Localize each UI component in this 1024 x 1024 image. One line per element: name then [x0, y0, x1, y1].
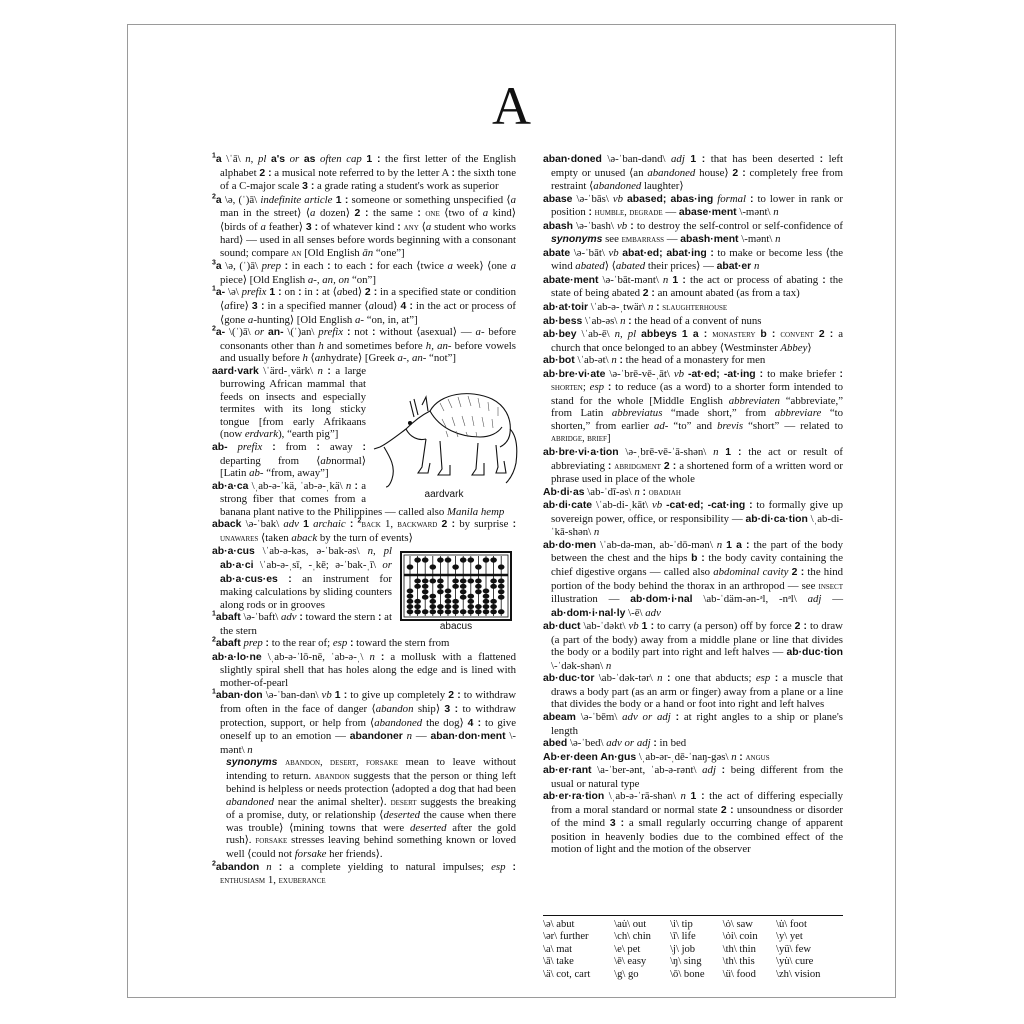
pron-key-cell: \a\ mat	[543, 943, 573, 955]
dictionary-entry: $^1$a- \ə\ prefix 1 : on : in : at ⟨abed⟩ 2 : in a specified state or condition ⟨afire⟩ 3 : in a specified manner ⟨aloud⟩ 4 : in the act or process of ⟨gone a-hunting⟩ [Old English a- “on, in, at”]	[212, 285, 516, 326]
pron-key-cell: \j\ job	[670, 943, 696, 955]
pronunciation-key-table	[543, 919, 843, 981]
dictionary-entry: Ab·di·as \ab-ˈdī-əs\ n : obadiah	[543, 485, 681, 498]
pron-key-cell: \u̇\ foot	[776, 919, 807, 930]
dictionary-entry: ab·a·lo·ne \ˌab-ə-ˈlō-nē, ˈab-ə-ˌ\ n : a mollusk with a flattened slightly spiral shell that has holes along the edge and is lined with mother-of-pearl	[212, 650, 516, 689]
pron-key-cell: \yu̇\ cure	[776, 956, 814, 968]
dictionary-entry: aard·vark \ˈärd-ˌvärk\ n : a large burrowing African mammal that feeds on insects and especially termites with its long sticky tongue [from early Afrikaans (now erdvark), “earth pig”]	[212, 364, 367, 441]
aardvark-caption: aardvark	[424, 488, 464, 500]
pron-key-cell: \zh\ vision	[776, 968, 821, 980]
dictionary-entry: $^1$aban·don \ə-ˈban-dən\ vb 1 : to give up completely 2 : to withdraw from often in the face of danger ⟨abandon ship⟩ 3 : to withdraw protection, support, or help from ⟨abandoned the dog⟩ 4 : to give oneself up to an emotion — abandoner n — aban·don·ment \-mənt\ n	[212, 688, 517, 756]
dictionary-entry: ab·di·cate \ˈab-di-ˌkāt\ vb -cat·ed; -cat·ing : to formally give up sovereign power, office, or responsibility — ab·di·ca·tion \ˌab-di-ˈkā-shən\ n	[543, 499, 844, 539]
dictionary-entry: ab·bey \ˈab-ē\ n, pl abbeys 1 a : monastery b : convent 2 : a church that once belonged to an abbey ⟨Westminster Abbey⟩	[543, 328, 844, 354]
pron-key-cell: \ch\ chin	[614, 931, 651, 943]
dictionary-entry: ab·duct \ab-ˈdəkt\ vb 1 : to carry (a person) off by force 2 : to draw (a part of the body) away from a middle plane or line that divides the body or a bodily part into right and left halves — ab·duc·tion \-ˈdək-shən\ n	[543, 620, 843, 672]
left-column	[212, 153, 516, 888]
dictionary-entry: ab·a·ca \ˌab-ə-ˈkä, ˈab-ə-ˌkä\ n : a strong fiber that comes from a banana plant native to the Philippines — called also Manila hemp	[212, 479, 505, 518]
right-column	[543, 153, 843, 856]
dictionary-entry: $^2$a- \(ˈ)ā\ or an- \(ˈ)an\ prefix : not : without ⟨asexual⟩ — a- before consonants other than h and sometimes before h, an- before vowels and usually before h ⟨anhydrate⟩ [Greek a-, an- “not”]	[212, 325, 517, 365]
dictionary-entry: aback \ə-ˈbak\ adv 1 archaic : $^2$back 1, backward 2 : by surprise : unawares ⟨taken aback by the turn of events⟩	[212, 517, 517, 544]
pron-key-cell: \ŋ\ sing	[670, 956, 702, 968]
dictionary-entry: $^2$abaft prep : to the rear of; esp : toward the stern from	[212, 636, 450, 650]
dictionary-entry: ab·do·men \ˈab-də-mən, ab-ˈdō-mən\ n 1 a : the part of the body between the chest and the hips b : the body cavity containing the chief digestive organs — called also abdominal cavity 2 : the hind portion of the body behind the thorax in an arthropod — see insect illustration — ab·dom·i·nal \ab-ˈdäm-ən-ᵊl, -nᵊl\ adj — ab·dom·i·nal·ly \-ē\ adv	[543, 538, 844, 619]
pron-key-cell: \g\ go	[614, 968, 639, 980]
pron-key-cell: \i\ tip	[670, 919, 693, 930]
pron-key-cell: \th\ this	[722, 956, 755, 968]
aardvark-illustration	[370, 371, 518, 502]
section-letter: A	[492, 76, 531, 136]
pron-key-row	[543, 969, 843, 981]
dictionary-entry: abash \ə-ˈbash\ vb : to destroy the self-control or self-confidence of synonyms see embarrass — abash·ment \-mənt\ n	[543, 219, 844, 246]
dictionary-entry: $^1$a \ˈā\ n, pl a's or as often cap 1 : the first letter of the English alphabet 2 : a musical note referred to by the letter A : the sixth tone of a C-major scale 3 : a grade rating a student's work as superior	[212, 152, 516, 193]
pronunciation-key	[543, 915, 843, 981]
dictionary-entry: abase \ə-ˈbās\ vb abased; abas·ing formal : to lower in rank or position : humble, degrade — abase·ment \-mənt\ n	[543, 192, 844, 219]
abacus-icon	[400, 551, 512, 621]
dictionary-entry: $^1$abaft \ə-ˈbaft\ adv : toward the stern : at the stern	[212, 610, 392, 637]
dictionary-entry: abeam \ə-ˈbēm\ adv or adj : at right angles to a ship or plane's length	[543, 710, 843, 737]
pron-key-cell: \ȯ\ saw	[722, 919, 753, 930]
pron-key-cell: \ī\ life	[670, 931, 696, 943]
pron-key-row	[543, 944, 843, 956]
pron-key-cell: \ā\ take	[543, 956, 574, 968]
pron-key-cell: \th\ thin	[722, 943, 756, 955]
dictionary-entry: abate \ə-ˈbāt\ vb abat·ed; abat·ing : to make or become less ⟨the wind abated⟩ ⟨abated their prices⟩ — abat·er n	[543, 246, 844, 273]
abacus-caption: abacus	[439, 621, 473, 633]
pron-key-cell: \au̇\ out	[614, 919, 647, 930]
entries-group-right	[543, 153, 843, 856]
dictionary-entry: $^3$a \ə, (ˈ)ā\ prep : in each : to each : for each ⟨twice a week⟩ ⟨one a piece⟩ [Old English a-, an, on “on”]	[212, 259, 516, 286]
pron-key-cell: \y\ yet	[776, 931, 803, 943]
dictionary-entry: aban·doned \ə-ˈban-dənd\ adj 1 : that has been deserted : left empty or unused ⟨an abandoned house⟩ 2 : completely free from restraint ⟨abandoned laughter⟩	[543, 153, 843, 193]
dictionary-entry: abate·ment \ə-ˈbāt-mənt\ n 1 : the act or process of abating : the state of being abated 2 : an amount abated (as from a tax)	[543, 273, 843, 300]
pron-key-cell: \ȯi\ coin	[722, 931, 758, 943]
pron-key-cell: \ər\ further	[543, 931, 589, 943]
pron-key-cell: \ä\ cot, cart	[543, 968, 591, 980]
entries-group-a	[212, 153, 516, 365]
dictionary-entry: ab- prefix : from : away : departing from ⟨abnormal⟩ [Latin ab- “from, away”]	[212, 441, 366, 480]
dictionary-entry: ab·a·cus \ˈab-ə-kəs, ə-ˈbak-əs\ n, pl ab·a·ci \ˈab-ə-ˌsī, -ˌkē; ə-ˈbak-ˌī\ or ab·a·cus·es : an instrument for making calculations by sliding counters along rods or in grooves	[212, 545, 392, 611]
dictionary-entry: ab·er·rant \a-ˈber-ənt, ˈab-ə-rənt\ adj : being different from the usual or natural type	[543, 764, 843, 790]
entries-group-abalone	[212, 651, 516, 888]
aardvark-icon	[370, 371, 518, 489]
dictionary-entry: ab·bre·vi·ate \ə-ˈbrē-vē-ˌāt\ vb -at·ed; -at·ing : to make briefer : shorten; esp : to reduce (as a word) to a shorter form intended to stand for the whole [Middle English abbreviaten “abbreviate,” from Latin abbreviatus “made short,” from abbreviare “to shorten,” from earlier ad- “to” and brevis “short” — related to abridge, brief]	[543, 367, 844, 445]
pron-key-row	[543, 919, 843, 931]
pron-key-cell: \ü\ food	[722, 968, 756, 980]
abacus-illustration	[396, 551, 516, 634]
dictionary-entry: $^2$abandon n : a complete yielding to natural impulses; esp : enthusiasm 1, exuberance	[212, 859, 517, 887]
dictionary-entry: ab·bre·vi·a·tion \ə-ˌbrē-vē-ˈā-shən\ n 1 : the act or result of abbreviating : abridgment 2 : a shortened form of a written word or phrase used in place of the whole	[543, 446, 843, 486]
dictionary-entry: ab·er·ra·tion \ˌab-ə-ˈrā-shən\ n 1 : the act of differing especially from a moral standard or normal state 2 : unsoundness or disorder of the mind 3 : a small regularly occurring change of apparent position in heavenly bodies due to the combined effect of the motion of light and the motion of the observer	[543, 790, 843, 856]
pron-key-cell: \ē\ easy	[614, 956, 647, 968]
dictionary-entry: synonyms abandon, desert, forsake mean to leave without intending to return. abandon suggests that the person or thing left behind is helpless or needs protection ⟨adopted a dog that had been abandoned near the animal shelter⟩. desert suggests the breaking of a promise, duty, or relationship ⟨deserted the cause when there was trouble⟩ ⟨mining towns that were deserted after the gold rush⟩. forsake stresses leaving behind something known or loved well ⟨could not forsake her friends⟩.	[226, 756, 517, 860]
dictionary-entry: ab·bess \ˈab-əs\ n : the head of a convent of nuns	[543, 314, 762, 327]
dictionary-entry: ab·duc·tor \ab-ˈdək-tər\ n : one that abducts; esp : a muscle that draws a body part (as an arm or finger) away from a plane or a line that divides the body or a hand or foot into right and left halves	[543, 672, 843, 711]
dictionary-entry: abed \ə-ˈbed\ adv or adj : in bed	[543, 737, 687, 750]
pron-key-cell: \e\ pet	[614, 943, 641, 955]
dictionary-entry: ab·bot \ˈab-ət\ n : the head of a monastery for men	[543, 354, 766, 367]
abacus-block	[212, 545, 516, 650]
dictionary-entry: $^2$a \ə, (ˈ)ā\ indefinite article 1 : someone or something unspecified ⟨a man in the street⟩ ⟨a dozen⟩ 2 : the same : one ⟨two of a kind⟩ ⟨birds of a feather⟩ 3 : of whatever kind : any ⟨a student who works hard⟩ — used in all senses before words beginning with a consonant sound; compare an [Old English ān “one”]	[212, 193, 517, 259]
pron-key-cell: \ə\ abut	[543, 919, 575, 930]
pron-key-row	[543, 956, 843, 968]
pron-key-cell: \ō\ bone	[670, 968, 705, 980]
pron-key-row	[543, 931, 843, 943]
dictionary-entry: ab·at·toir \ˈab-ə-ˌtwär\ n : slaughterhouse	[543, 301, 728, 314]
dictionary-page	[127, 24, 896, 998]
aardvark-block	[212, 365, 516, 546]
pron-key-cell: \yü\ few	[776, 943, 812, 955]
dictionary-entry: Ab·er·deen An·gus \ˌab-ər-ˌdē-ˈnaŋ-gəs\ n : angus	[543, 750, 770, 763]
